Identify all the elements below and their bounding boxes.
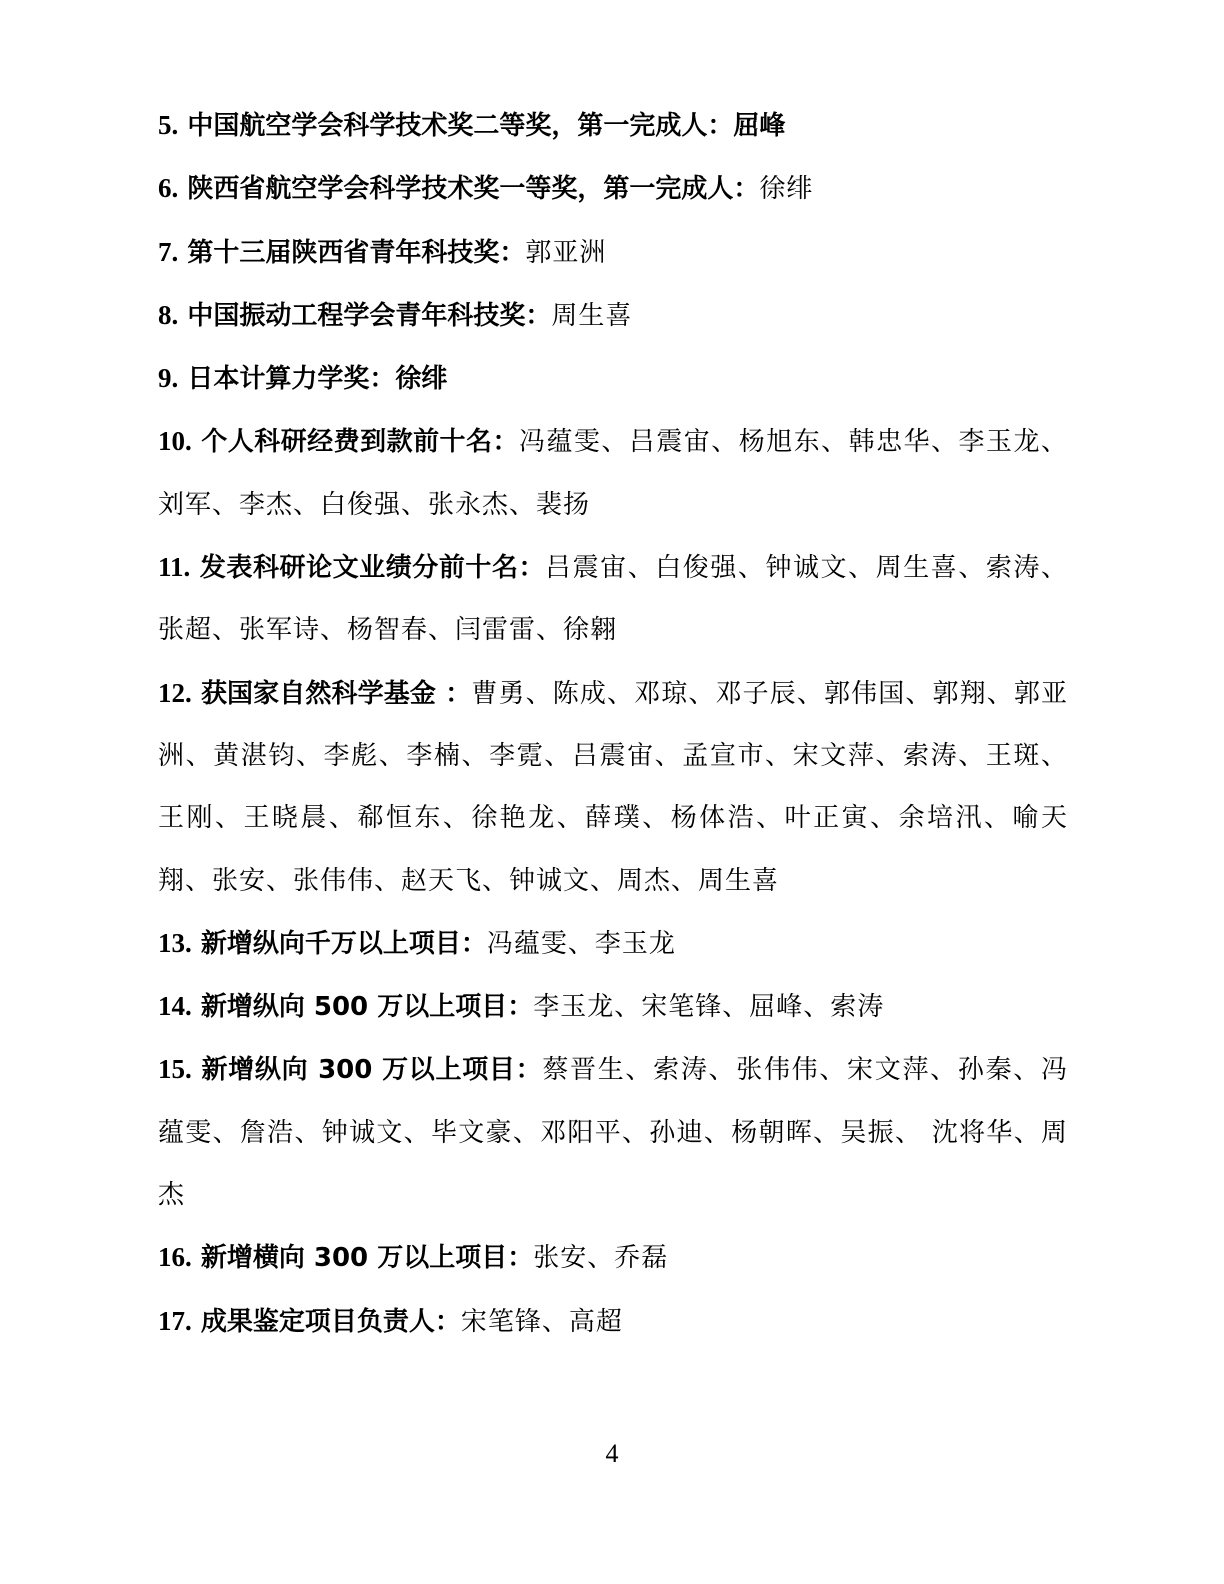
item-title: 第十三届陕西省青年科技奖：	[187, 237, 526, 268]
item-title: 新增纵向 500 万以上项目：	[200, 992, 534, 1023]
list-item-11	[158, 536, 1068, 662]
item-value: 曹勇、陈成、邓琼、邓子辰、郭伟国、郭翔、郭亚洲、黄湛钧、李彪、李楠、李霓、吕震宙、孟宣市、宋文萍、索涛、王斑、王刚、王晓晨、郗恒东、徐艳龙、薛璞、杨体浩、叶正寅、余培汛、喻天翔、张安、张伟伟、赵天飞、钟诚文、周杰、周生喜	[158, 678, 1068, 896]
list-item-12	[158, 662, 1068, 912]
item-label	[158, 553, 545, 583]
item-label	[158, 238, 525, 268]
list-item-8	[158, 284, 1068, 347]
item-title: 新增纵向千万以上项目：	[200, 928, 487, 959]
list-item-7	[158, 221, 1068, 284]
page-number: 4	[605, 1439, 619, 1468]
item-number: 9.	[158, 363, 179, 394]
item-number: 15.	[158, 1054, 192, 1085]
item-number: 5.	[158, 110, 179, 140]
list-item-9	[158, 347, 1068, 410]
item-number: 16.	[158, 1242, 192, 1273]
item-value: 冯蕴雯、李玉龙	[486, 928, 676, 959]
list-item-14	[158, 975, 1068, 1038]
item-value: 周生喜	[551, 300, 633, 331]
item-number: 14.	[158, 991, 192, 1022]
item-number: 7.	[158, 236, 179, 267]
item-number: 6.	[158, 173, 179, 204]
item-value: 郭亚洲	[525, 237, 607, 268]
item-value: 屈峰	[733, 111, 786, 141]
item-title: 中国振动工程学会青年科技奖：	[187, 300, 552, 331]
item-value: 张安、乔磊	[533, 1243, 669, 1274]
item-value: 冯蕴雯、吕震宙、杨旭东、韩忠华、李玉龙、刘军、李杰、白俊强、张永杰、裴扬	[158, 427, 1068, 520]
item-number: 11.	[158, 552, 191, 583]
item-label	[158, 301, 551, 331]
item-title: 新增纵向 300 万以上项目：	[201, 1055, 543, 1086]
item-number: 13.	[158, 927, 192, 958]
item-number: 8.	[158, 299, 179, 330]
item-label	[158, 679, 471, 709]
list-item-6	[158, 157, 1068, 220]
item-label	[158, 929, 487, 959]
list-item-13	[158, 912, 1068, 975]
item-label	[158, 174, 759, 204]
item-label	[158, 992, 533, 1022]
item-title: 发表科研论文业绩分前十名：	[199, 553, 546, 584]
item-value: 李玉龙、宋笔锋、屈峰、索涛	[533, 992, 885, 1023]
item-title: 获国家自然科学基金 ：	[200, 678, 472, 709]
item-title: 个人科研经费到款前十名：	[201, 427, 519, 458]
item-value: 徐绯	[759, 174, 814, 205]
item-number: 17.	[158, 1305, 192, 1336]
item-value: 徐绯	[395, 364, 448, 395]
list-item-17	[158, 1290, 1068, 1353]
item-label	[158, 1307, 461, 1337]
item-number: 10.	[158, 426, 192, 457]
item-label	[158, 364, 395, 394]
item-value: 蔡晋生、索涛、张伟伟、宋文萍、孙秦、冯蕴雯、詹浩、钟诚文、毕文豪、邓阳平、孙迪、杨朝晖、吴振、 沈将华、周杰	[158, 1055, 1069, 1211]
list-item-15	[158, 1038, 1068, 1226]
item-title: 陕西省航空学会科学技术奖一等奖，第一完成人：	[187, 174, 760, 205]
item-label	[158, 111, 733, 141]
list-item-5	[158, 94, 1068, 157]
item-value: 吕震宙、白俊强、钟诚文、周生喜、索涛、张超、张军诗、杨智春、闫雷雷、徐翱	[158, 553, 1068, 646]
item-title: 新增横向 300 万以上项目：	[200, 1243, 534, 1274]
item-title: 日本计算力学奖：	[187, 364, 396, 395]
item-label	[158, 427, 519, 457]
item-title: 中国航空学会科学技术奖二等奖，第一完成人：	[187, 111, 734, 141]
item-number: 12.	[158, 677, 192, 708]
item-label	[158, 1055, 542, 1085]
list-item-10	[158, 410, 1068, 536]
list-item-16	[158, 1226, 1068, 1289]
item-value: 宋笔锋、高超	[460, 1306, 623, 1337]
award-list	[158, 94, 1068, 1353]
item-label	[158, 1243, 533, 1273]
item-title: 成果鉴定项目负责人：	[200, 1306, 461, 1337]
